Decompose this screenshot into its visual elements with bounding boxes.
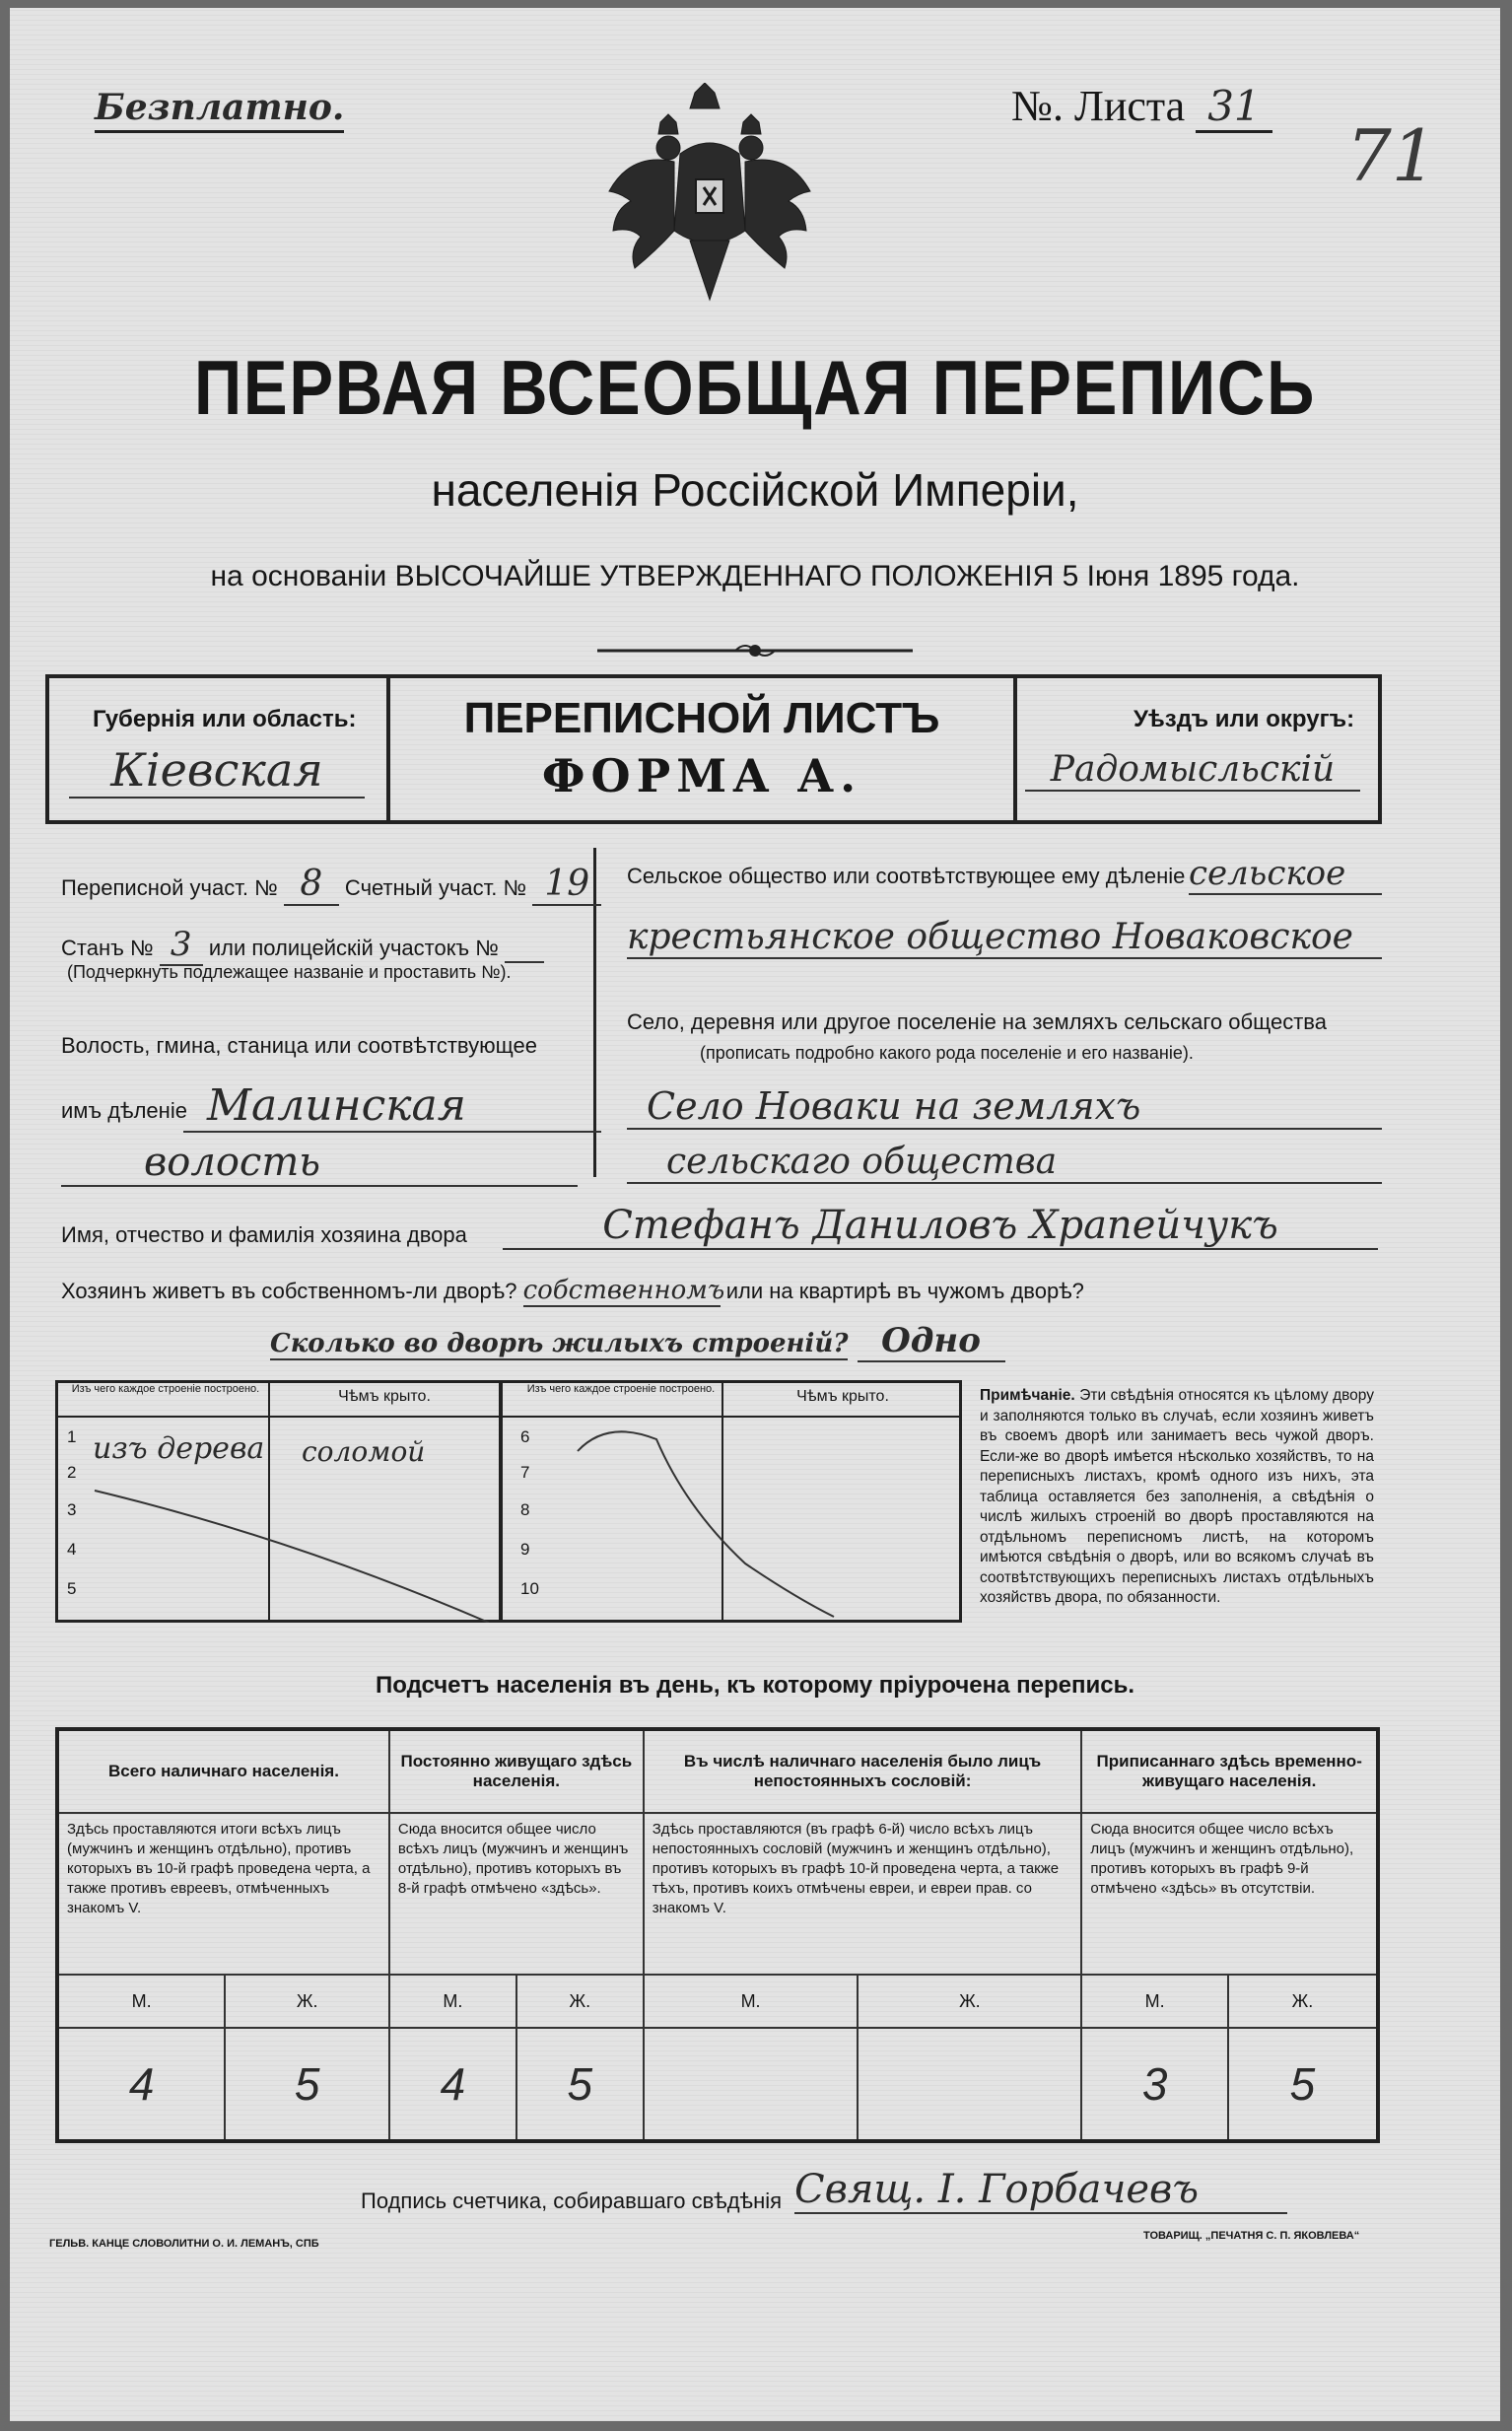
buildings-right-row-10: 10 — [520, 1579, 539, 1598]
pop-m-label: М. — [389, 1975, 516, 2028]
printer-right: ТОВАРИЩ. „ПЕЧАТНЯ С. П. ЯКОВЛЕВА“ — [1143, 2230, 1360, 2242]
buildings-right-row-8: 8 — [520, 1500, 530, 1519]
population-title: Подсчетъ населенія въ день, къ которому пріурочена перепись. — [376, 1672, 1134, 1699]
sheet-title: ПЕРЕПИСНОЙ ЛИСТЪ — [463, 694, 940, 742]
pop-desc-temporary: Сюда вносится общее число всѣхъ лицъ (мужчинъ и женщинъ отдѣльно), противъ которыхъ въ графѣ 9-й отмѣчено «здѣсь» въ отсутствіи. — [1081, 1813, 1378, 1975]
buildings-right-row-9: 9 — [520, 1540, 530, 1559]
pop-m-label: М. — [57, 1975, 225, 2028]
census-section-field — [61, 864, 601, 906]
pop-permanent-f: 5 — [516, 2028, 644, 2141]
ornament-divider — [597, 639, 913, 662]
village-value-2: сельскаго общества — [627, 1142, 1382, 1184]
owner-lives-value: собственномъ — [522, 1276, 725, 1305]
pop-permanent-m: 4 — [389, 2028, 516, 2141]
buildings-col-roof-left: Чѣмъ крыто. — [338, 1388, 431, 1405]
buildings-row1-material: изъ дерева — [93, 1431, 265, 1466]
sheet-number-value: 31 — [1196, 82, 1271, 133]
buildings-left-row-3: 3 — [67, 1500, 77, 1519]
signature-label: Подпись счетчика, собиравшаго свѣдѣнія — [361, 2188, 783, 2213]
pop-f-label: Ж. — [1228, 1975, 1378, 2028]
sheet-number-label: №. Листа — [1011, 82, 1186, 130]
pop-desc-nonpermanent: Здѣсь проставляются (въ графѣ 6-й) число всѣхъ лицъ непостоянныхъ сословій (мужчинъ и женщинъ отдѣльно), противъ которыхъ въ графѣ 10-й проведена черта, а также тѣхъ, противъ коихъ отмѣчены евреи, и евреи прав. со знакомъ V. — [644, 1813, 1082, 1975]
note-text: Эти свѣдѣнія относятся къ цѣлому двору и заполняются только въ случаѣ, если хозяинъ живетъ въ своемъ дворѣ или занимаетъ весь чужой дворъ. Если-же во дворѣ имѣется нѣсколько хозяйствъ, то на переписныхъ листахъ, кромѣ одного изъ нихъ, эта таблица оставляется без заполненія, а свѣдѣнія о числѣ жилыхъ строеній во дворѣ проставляются на отдѣльномъ переписномъ листѣ, на которомъ имѣются свѣдѣнія о дворѣ, или во всякомъ случаѣ въ соотвѣтствующихъ переписныхъ листахъ отдѣльныхъ хозяйствъ двора, по обязанности. — [980, 1387, 1374, 1606]
free-label: Безплатно. — [95, 87, 344, 133]
pop-head-permanent: Постоянно живущаго здѣсь населенія. — [389, 1729, 644, 1813]
volost-label-2: имъ дѣленіе — [61, 1098, 187, 1123]
buildings-left-row-1: 1 — [67, 1427, 77, 1446]
guberniya-value: Кіевская — [69, 743, 365, 799]
owner-or-label: или на квартирѣ въ чужомъ дворѣ? — [725, 1279, 1084, 1303]
form-label: ФОРМА А. — [541, 749, 862, 802]
pop-head-present: Всего наличнаго населенія. — [57, 1729, 389, 1813]
pop-m-label: М. — [1081, 1975, 1228, 2028]
pop-f-label: Ж. — [516, 1975, 644, 2028]
stan-label: Станъ № — [61, 936, 154, 960]
printer-left: ГЕЛЬВ. КАНЦЕ СЛОВОЛИТНИ О. И. ЛЕМАНЪ, СПБ — [49, 2238, 319, 2250]
uezd-value: Радомысльскій — [1025, 749, 1360, 792]
buildings-row1-roof: соломой — [302, 1435, 426, 1468]
buildings-left-row-4: 4 — [67, 1540, 77, 1559]
pop-nonpermanent-f — [858, 2028, 1081, 2141]
owner-name-value: Стефанъ Даниловъ Храпейчукъ — [503, 1203, 1378, 1250]
police-label: или полицейскій участокъ № — [208, 936, 499, 960]
census-section-value: 8 — [284, 864, 339, 906]
pop-desc-permanent: Сюда вносится общее число всѣхъ лицъ (мужчинъ и женщинъ отдѣльно), противъ которыхъ въ 8-й графѣ отмѣчено «здѣсь». — [389, 1813, 644, 1975]
pop-head-nonpermanent: Въ числѣ наличнаго населенія было лицъ непостоянныхъ сословій: — [644, 1729, 1082, 1813]
pop-desc-present: Здѣсь проставляются итоги всѣхъ лицъ (мужчинъ и женщинъ отдѣльно), противъ которыхъ въ 10-й графѣ проведена черта, а также противъ евреевъ, отмѣченныхъ знакомъ V. — [57, 1813, 389, 1975]
count-section-value: 19 — [532, 864, 601, 906]
form-box-divider-right — [1013, 674, 1017, 824]
buildings-right-row-7: 7 — [520, 1463, 530, 1482]
society-label: Сельское общество или соотвѣтствующее ему дѣленіе — [627, 864, 1186, 888]
society-value-2: крестьянское общество Новаковское — [627, 917, 1382, 959]
legal-basis: на основаніи ВЫСОЧАЙШЕ УТВЕРЖДЕННАГО ПОЛОЖЕНІЯ 5 Іюня 1895 года. — [210, 560, 1300, 592]
census-sheet — [10, 8, 1500, 2421]
buildings-col-material-left: Изъ чего каждое строеніе построено. — [71, 1383, 260, 1395]
main-title: ПЕРВАЯ ВСЕОБЩАЯ ПЕРЕПИСЬ — [193, 344, 1317, 431]
village-note: (прописать подробно какого рода поселеніе и его названіе). — [700, 1043, 1194, 1063]
owner-lives-field — [61, 1276, 1084, 1307]
pop-present-f: 5 — [225, 2028, 389, 2141]
pop-m-label: М. — [644, 1975, 859, 2028]
buildings-col-roof-right: Чѣмъ крыто. — [796, 1388, 889, 1405]
guberniya-label: Губернія или область: — [93, 706, 357, 732]
buildings-left-row-2: 2 — [67, 1463, 77, 1482]
stan-value: 3 — [160, 925, 203, 966]
pop-f-label: Ж. — [225, 1975, 389, 2028]
society-value-1: сельское — [1189, 854, 1382, 895]
stan-field — [61, 925, 544, 966]
buildings-col-material-right: Изъ чего каждое строеніе построено. — [526, 1383, 716, 1395]
buildings-count-field — [270, 1321, 1005, 1362]
buildings-count-label: Сколько во дворѣ жилыхъ строеній? — [270, 1329, 849, 1358]
buildings-right-row-6: 6 — [520, 1427, 530, 1446]
uezd-label: Уѣздъ или округъ: — [1134, 706, 1355, 732]
signature-value: Свящ. І. Горбачевъ — [794, 2167, 1287, 2214]
village-value-1: Село Новаки на земляхъ — [627, 1084, 1382, 1130]
sheet-number — [1011, 81, 1272, 131]
subtitle: населенія Россійской Имперіи, — [431, 464, 1079, 516]
buildings-left-row-5: 5 — [67, 1579, 77, 1598]
owner-name-label: Имя, отчество и фамилія хозяина двора — [61, 1222, 467, 1247]
imperial-eagle-emblem — [601, 83, 818, 310]
pop-f-label: Ж. — [858, 1975, 1081, 2028]
pop-present-m: 4 — [57, 2028, 225, 2141]
pop-nonpermanent-m — [644, 2028, 859, 2141]
pop-temporary-m: 3 — [1081, 2028, 1228, 2141]
note-lead: Примѣчаніе. — [980, 1387, 1075, 1404]
village-label: Село, деревня или другое поселеніе на земляхъ сельскаго общества — [627, 1009, 1327, 1034]
population-table — [55, 1727, 1380, 2143]
count-section-label: Счетный участ. № — [344, 875, 527, 900]
volost-value-2: волость — [61, 1140, 578, 1187]
volost-label-1: Волость, гмина, станица или соотвѣтствующее — [61, 1033, 537, 1058]
note-block — [980, 1386, 1374, 1609]
volost-value-1: Малинская — [183, 1080, 601, 1133]
buildings-strike-marks — [55, 1380, 962, 1623]
census-section-label: Переписной участ. № — [61, 875, 278, 900]
pop-temporary-f: 5 — [1228, 2028, 1378, 2141]
underline-note: (Подчеркнуть подлежащее названіе и проставить №). — [67, 962, 512, 982]
pop-head-temporary: Приписаннаго здѣсь временно-живущаго населенія. — [1081, 1729, 1378, 1813]
buildings-count-value: Одно — [858, 1321, 1005, 1362]
owner-lives-label: Хозяинъ живетъ въ собственномъ-ли дворѣ? — [61, 1279, 517, 1303]
sheet-number-extra: 71 — [1346, 114, 1437, 197]
police-value-blank — [505, 936, 544, 963]
